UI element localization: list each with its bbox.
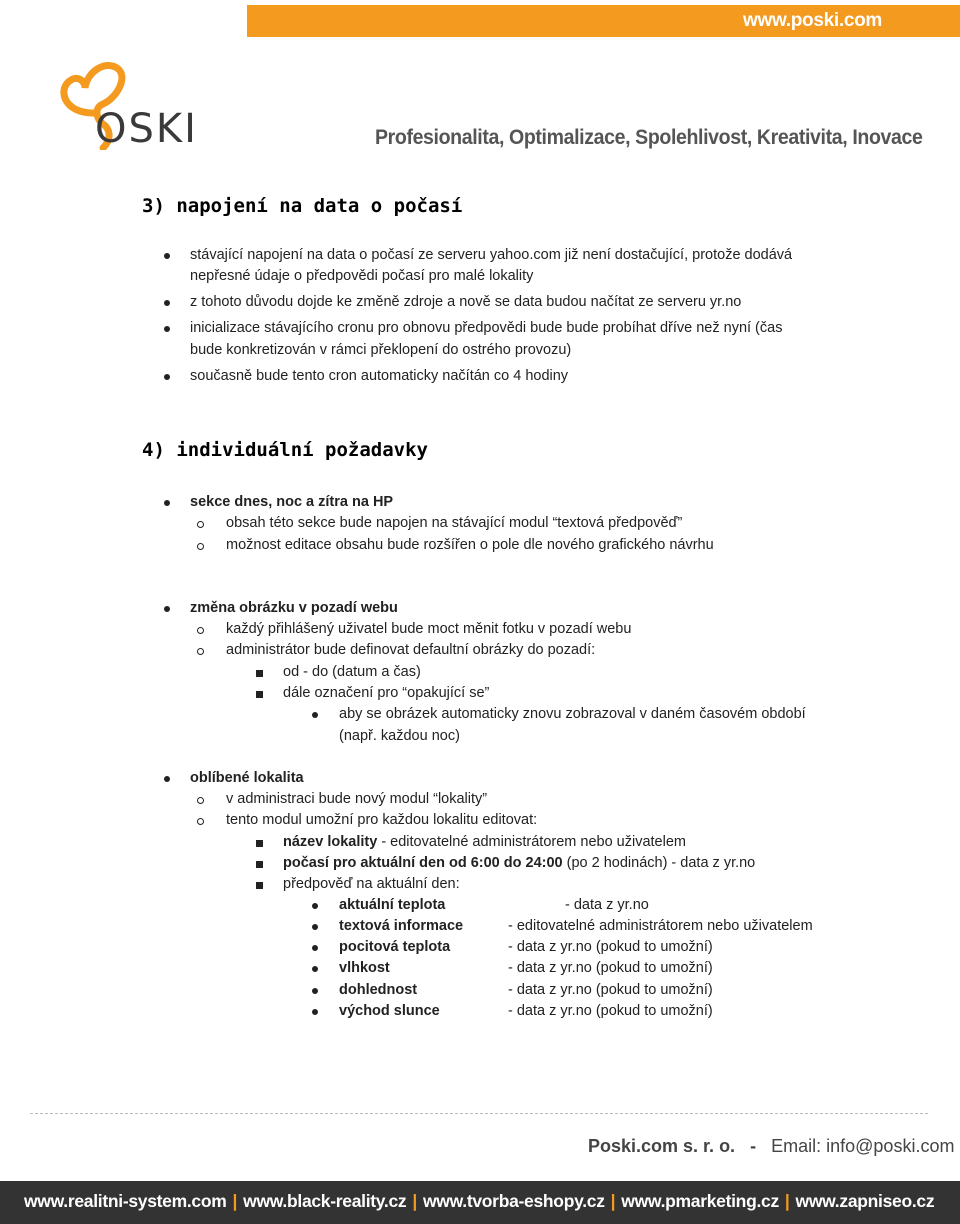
- block-title: změna obrázku v pozadí webu: [190, 600, 398, 616]
- circle-bullet-icon: [197, 543, 204, 550]
- tagline: Profesionalita, Optimalizace, Spolehlivost, Kreativita, Inovace: [375, 126, 923, 149]
- sub-item: každý přihlášený uživatel bude moct měnit fotku v pozadí webu: [226, 621, 632, 637]
- bullet-icon: [164, 500, 170, 506]
- bullet-icon: [312, 988, 318, 994]
- bullet-icon: [312, 712, 318, 718]
- square-bullet-icon: [256, 691, 263, 698]
- footer-bar: [0, 1181, 960, 1224]
- forecast-name: textová informace: [339, 918, 464, 934]
- footer-contact: [588, 1136, 954, 1157]
- square-bullet-icon: [256, 861, 263, 868]
- square-bullet-icon: [256, 882, 263, 889]
- forecast-name: pocitová teplota: [339, 939, 451, 955]
- bullet-icon: [164, 606, 170, 612]
- forecast-value: - data z yr.no (pokud to umožní): [508, 960, 713, 976]
- email-label: Email:: [771, 1136, 822, 1156]
- list-item-cont: bude konkretizován v rámci překlopení do ostrého provozu): [190, 342, 572, 358]
- forecast-value: - data z yr.no (pokud to umožní): [508, 982, 713, 998]
- deep-item: aby se obrázek automaticky znovu zobrazoval v daném časovém období: [339, 706, 806, 722]
- forecast-value: - data z yr.no: [565, 897, 649, 913]
- footer-link[interactable]: www.pmarketing.cz: [621, 1191, 779, 1211]
- sub-sub-item: dále označení pro “opakující se”: [283, 685, 490, 701]
- bullet-icon: [312, 945, 318, 951]
- company-name: Poski.com s. r. o.: [588, 1136, 736, 1156]
- forecast-name: aktuální teplota: [339, 897, 446, 913]
- list-item: z tohoto důvodu dojde ke změně zdroje a nově se data budou načítat ze serveru yr.no: [190, 294, 742, 310]
- email-link[interactable]: info@poski.com: [826, 1136, 955, 1156]
- forecast-value: - data z yr.no (pokud to umožní): [508, 1003, 713, 1019]
- list-item: stávající napojení na data o počasí ze serveru yahoo.com již není dostačující, protože dodává: [190, 247, 793, 263]
- circle-bullet-icon: [197, 797, 204, 804]
- sub-sub-item: [283, 853, 755, 874]
- item-rest: - editovatelné administrátorem nebo uživatelem: [377, 834, 686, 850]
- footer-dash: -: [750, 1136, 757, 1156]
- section-4-title: 4) individuální požadavky: [142, 439, 428, 461]
- sub-sub-item: od - do (datum a čas): [283, 664, 421, 680]
- forecast-value: - editovatelné administrátorem nebo uživatelem: [508, 918, 813, 934]
- section-3-title: 3) napojení na data o počasí: [142, 195, 463, 217]
- sub-sub-item: [283, 832, 686, 853]
- footer-link[interactable]: www.black-reality.cz: [243, 1191, 407, 1211]
- square-bullet-icon: [256, 840, 263, 847]
- sub-item: tento modul umožní pro každou lokalitu editovat:: [226, 812, 538, 828]
- circle-bullet-icon: [197, 627, 204, 634]
- bullet-icon: [164, 300, 170, 306]
- item-rest: (po 2 hodinách) - data z yr.no: [562, 855, 756, 871]
- header-url[interactable]: www.poski.com: [743, 10, 882, 31]
- sub-item: v administraci bude nový modul “lokality”: [226, 791, 488, 807]
- sub-item: administrátor bude definovat defaultní obrázky do pozadí:: [226, 642, 596, 658]
- bullet-icon: [164, 776, 170, 782]
- list-item-cont: nepřesné údaje o předpovědi počasí pro malé lokality: [190, 268, 534, 284]
- sub-sub-item: předpověď na aktuální den:: [283, 876, 460, 892]
- logo-text: OSKI: [95, 106, 198, 152]
- footer-link[interactable]: www.realitni-system.com: [24, 1191, 227, 1211]
- bullet-icon: [164, 326, 170, 332]
- bullet-icon: [164, 374, 170, 380]
- footer-link[interactable]: www.tvorba-eshopy.cz: [422, 1191, 605, 1211]
- list-item: současně bude tento cron automaticky načítán co 4 hodiny: [190, 368, 569, 384]
- circle-bullet-icon: [197, 818, 204, 825]
- footer-links: www.realitni-system.com | www.black-reality.cz | www.tvorba-eshopy.cz | www.pmarketing.cz | www.zapniseo.cz: [24, 1191, 935, 1211]
- bullet-icon: [312, 966, 318, 972]
- item-bold: počasí pro aktuální den od 6:00 do 24:00: [283, 855, 563, 871]
- square-bullet-icon: [256, 670, 263, 677]
- list-item: inicializace stávajícího cronu pro obnovu předpovědi bude bude probíhat dříve než nyní (čas: [190, 320, 783, 336]
- block-title: oblíbené lokalita: [190, 770, 304, 786]
- item-bold: název lokality: [283, 834, 378, 850]
- sub-item: možnost editace obsahu bude rozšířen o pole dle nového grafického návrhu: [226, 537, 714, 553]
- deep-item-cont: (např. každou noc): [339, 728, 460, 744]
- bullet-icon: [312, 1009, 318, 1015]
- forecast-name: vlhkost: [339, 960, 390, 976]
- bullet-icon: [164, 253, 170, 259]
- forecast-name: dohlednost: [339, 982, 418, 998]
- footer-link[interactable]: www.zapniseo.cz: [795, 1191, 935, 1211]
- footer-divider: [30, 1113, 928, 1114]
- circle-bullet-icon: [197, 648, 204, 655]
- header-bar: [247, 5, 960, 37]
- bullet-icon: [312, 924, 318, 930]
- block-title: sekce dnes, noc a zítra na HP: [190, 494, 394, 510]
- forecast-name: východ slunce: [339, 1003, 440, 1019]
- circle-bullet-icon: [197, 521, 204, 528]
- sub-item: obsah této sekce bude napojen na stávající modul “textová předpověď”: [226, 515, 683, 531]
- forecast-value: - data z yr.no (pokud to umožní): [508, 939, 713, 955]
- bullet-icon: [312, 903, 318, 909]
